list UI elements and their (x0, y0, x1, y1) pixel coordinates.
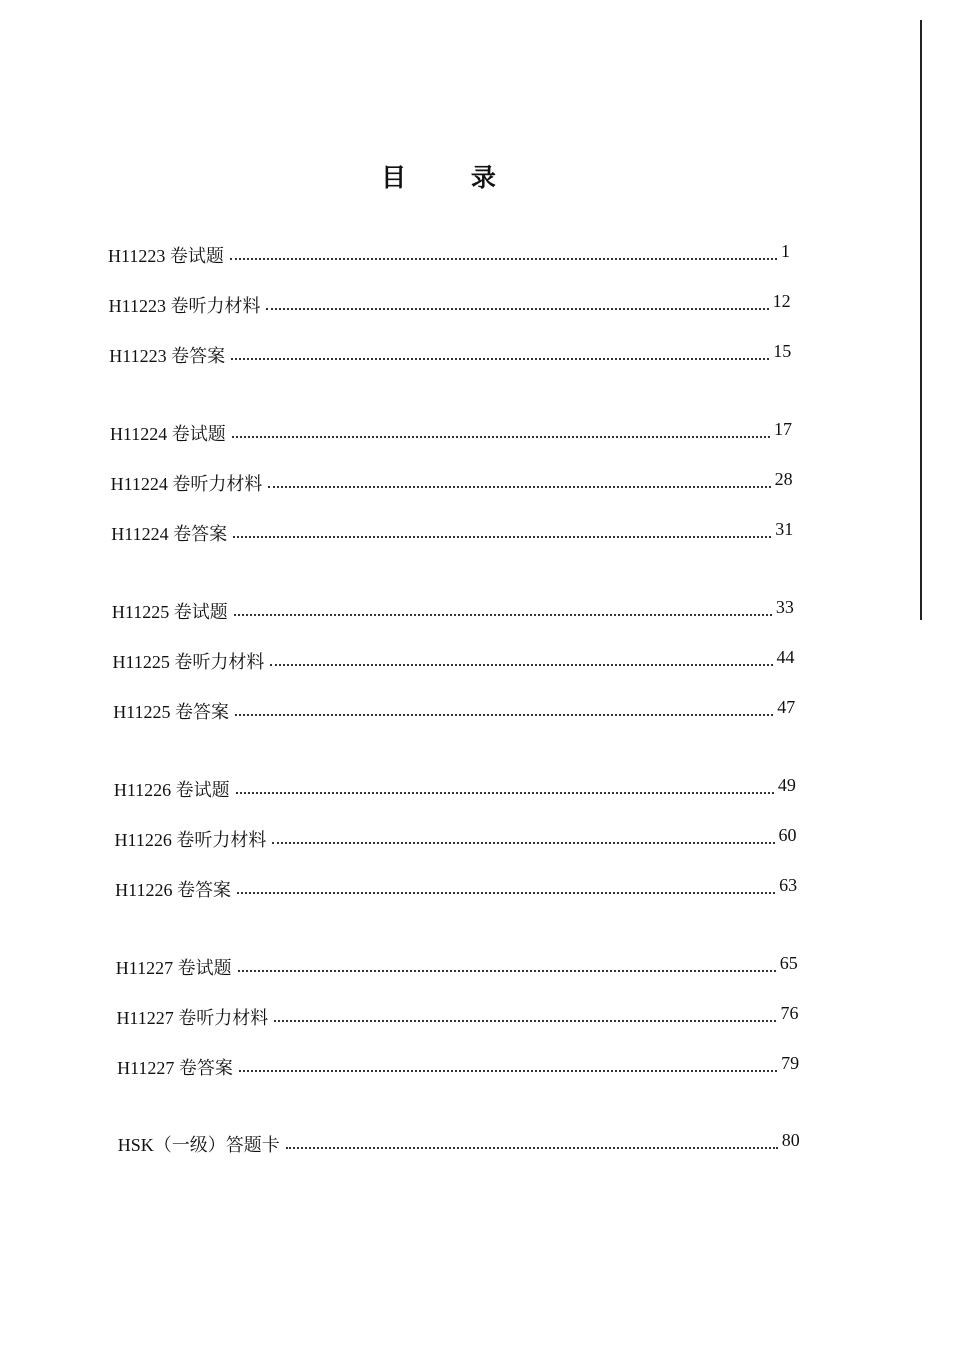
toc-entry-label: H11227 卷答案 (117, 1058, 233, 1078)
dot-leader (274, 1020, 776, 1022)
toc-entry-page: 28 (774, 469, 793, 489)
toc-entry-page: 47 (777, 697, 796, 717)
dot-leader (234, 614, 772, 616)
dot-leader (237, 892, 775, 894)
dot-leader (233, 536, 771, 538)
toc-entry-label: H11226 卷试题 (113, 780, 230, 800)
toc-entry[interactable] (116, 1003, 799, 1030)
toc-entry-page: 1 (781, 241, 790, 261)
dot-leader (236, 792, 774, 794)
toc-entry-page: 76 (780, 1003, 799, 1023)
dot-leader (239, 1070, 777, 1072)
toc-entry[interactable] (108, 291, 791, 318)
toc-entry-label: H11227 卷听力材料 (116, 1008, 269, 1028)
toc-entry[interactable] (109, 419, 792, 446)
dot-leader (268, 486, 770, 488)
toc-entry-label: H11224 卷试题 (109, 424, 226, 444)
toc-entry-page: 80 (781, 1130, 800, 1150)
toc-entry-page: 33 (775, 597, 794, 617)
toc-entry-page: 79 (781, 1053, 800, 1073)
toc-entry[interactable] (115, 953, 798, 980)
toc-entry[interactable] (114, 825, 797, 852)
toc-entry-label: H11225 卷答案 (113, 702, 230, 722)
page-title: 目 录 (381, 163, 524, 192)
dot-leader (230, 258, 777, 260)
toc-entry-page: 44 (776, 647, 795, 667)
toc-entry-label: H11227 卷试题 (115, 958, 232, 978)
toc-entry-label: H11225 卷听力材料 (112, 652, 265, 672)
toc-entry[interactable] (117, 1130, 800, 1157)
toc-entry-label: H11224 卷答案 (111, 524, 228, 544)
toc-entry[interactable] (117, 1053, 800, 1080)
toc-entry-label: H11223 卷答案 (109, 346, 226, 366)
toc-entry-label: H11226 卷答案 (115, 880, 231, 900)
dot-leader (270, 664, 772, 666)
toc-entry-page: 65 (779, 953, 798, 973)
toc-entry-label: H11223 卷听力材料 (108, 296, 261, 316)
toc-entry[interactable] (113, 697, 796, 724)
toc-entry-label: H11225 卷试题 (111, 602, 228, 622)
toc-entry[interactable] (115, 875, 798, 902)
toc-entry-page: 17 (773, 419, 792, 439)
toc-entry-page: 49 (777, 775, 796, 795)
toc-entry-label: HSK（一级）答题卡 (117, 1135, 280, 1155)
toc-entry-page: 31 (775, 519, 794, 539)
dot-leader (272, 842, 774, 844)
toc-entry[interactable] (112, 647, 795, 674)
toc-entry-page: 15 (773, 341, 792, 361)
toc-entry[interactable] (110, 469, 793, 496)
dot-leader (266, 308, 768, 310)
dot-leader (232, 436, 770, 438)
toc-entry-label: H11223 卷试题 (108, 246, 224, 266)
toc-entry-label: H11226 卷听力材料 (114, 830, 267, 850)
scan-edge-line (920, 20, 922, 620)
toc-entry[interactable] (109, 341, 792, 368)
toc-entry[interactable] (111, 597, 794, 624)
dot-leader (286, 1147, 778, 1149)
toc-entry-page: 12 (772, 291, 791, 311)
toc-entry-page: 63 (779, 875, 798, 895)
dot-leader (231, 358, 769, 360)
toc-entry[interactable] (108, 241, 790, 268)
dot-leader (238, 970, 776, 972)
dot-leader (235, 714, 773, 716)
toc-entry-page: 60 (778, 825, 797, 845)
toc-entry-label: H11224 卷听力材料 (110, 474, 263, 494)
toc-entry[interactable] (113, 775, 796, 802)
toc-entry[interactable] (111, 519, 794, 546)
